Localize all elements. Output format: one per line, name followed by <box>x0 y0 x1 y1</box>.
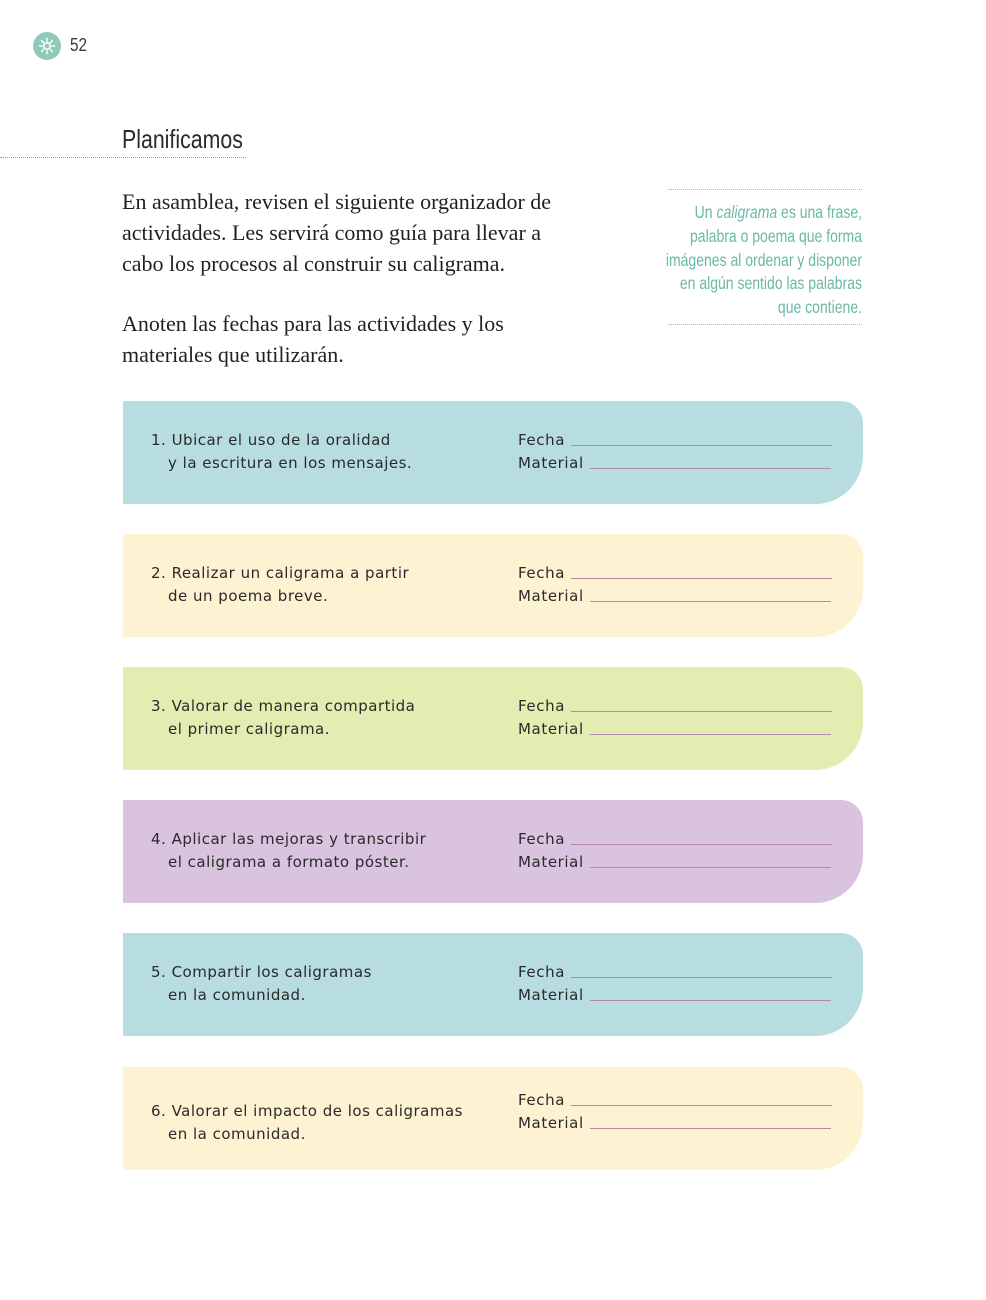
material-field-blank[interactable] <box>590 867 831 868</box>
activity-line: en la comunidad. <box>168 1125 306 1143</box>
activity-description <box>151 1100 481 1146</box>
activity-line: y la escritura en los mensajes. <box>168 454 413 472</box>
date-field-blank[interactable] <box>571 844 832 845</box>
activity-line: el primer caligrama. <box>168 720 331 738</box>
sun-flower-icon <box>37 36 57 56</box>
date-field-label: Fecha <box>518 830 565 848</box>
material-field-label: Material <box>518 720 584 738</box>
material-field-blank[interactable] <box>590 1128 831 1129</box>
page-badge-icon <box>33 32 61 60</box>
activity-description <box>151 562 481 608</box>
date-field-label: Fecha <box>518 564 565 582</box>
date-field-label: Fecha <box>518 1091 565 1109</box>
material-field[interactable] <box>518 452 831 472</box>
activity-card <box>123 933 863 1036</box>
activity-line: 2. Realizar un caligrama a partir <box>151 564 410 582</box>
activity-line: 1. Ubicar el uso de la oralidad <box>151 431 391 449</box>
date-field[interactable] <box>518 961 832 981</box>
activity-description <box>151 828 481 874</box>
date-field[interactable] <box>518 562 832 582</box>
material-field-blank[interactable] <box>590 601 831 602</box>
material-field-label: Material <box>518 454 584 472</box>
material-field-blank[interactable] <box>590 734 831 735</box>
material-field-label: Material <box>518 587 584 605</box>
definition-text: Un caligrama es una frase, palabra o poema que forma imágenes al ordenar y disponer en algún sentido las palabras que contiene. <box>665 202 862 318</box>
material-field-blank[interactable] <box>590 468 831 469</box>
activity-line: de un poema breve. <box>168 587 329 605</box>
intro-paragraph: En asamblea, revisen el siguiente organizador de actividades. Les servirá como guía para llevar a cabo los procesos al construir su caligrama. <box>122 189 552 276</box>
activity-card <box>123 800 863 903</box>
activity-line: en la comunidad. <box>168 986 306 1004</box>
date-field-blank[interactable] <box>571 1105 832 1106</box>
activity-line: el caligrama a formato póster. <box>168 853 410 871</box>
activity-card <box>123 667 863 770</box>
definition-term: caligrama <box>716 202 778 222</box>
activity-line: 3. Valorar de manera compartida <box>151 697 416 715</box>
date-field-blank[interactable] <box>571 445 832 446</box>
date-field-label: Fecha <box>518 963 565 981</box>
material-field[interactable] <box>518 1112 831 1132</box>
title-divider <box>0 157 246 158</box>
material-field-label: Material <box>518 853 584 871</box>
activity-line: 6. Valorar el impacto de los caligramas <box>151 1102 463 1120</box>
date-field-label: Fecha <box>518 697 565 715</box>
material-field-blank[interactable] <box>590 1000 831 1001</box>
date-field-label: Fecha <box>518 431 565 449</box>
page-number: 52 <box>70 35 88 55</box>
activity-description <box>151 961 481 1007</box>
section-title: Planificamos <box>122 124 243 154</box>
date-field-blank[interactable] <box>571 711 832 712</box>
date-field[interactable] <box>518 1089 832 1109</box>
activity-line: 5. Compartir los caligramas <box>151 963 372 981</box>
activity-line: 4. Aplicar las mejoras y transcribir <box>151 830 427 848</box>
date-field[interactable] <box>518 429 832 449</box>
material-field[interactable] <box>518 718 831 738</box>
activity-card <box>123 1067 863 1170</box>
material-field[interactable] <box>518 851 831 871</box>
activity-card <box>123 534 863 637</box>
instructions-paragraph: Anoten las fechas para las actividades y los materiales que utilizarán. <box>122 311 504 367</box>
material-field-label: Material <box>518 1114 584 1132</box>
definition-note <box>665 189 862 325</box>
date-field[interactable] <box>518 828 832 848</box>
date-field[interactable] <box>518 695 832 715</box>
material-field-label: Material <box>518 986 584 1004</box>
date-field-blank[interactable] <box>571 578 832 579</box>
activity-description <box>151 429 481 475</box>
activity-card <box>123 401 863 504</box>
activity-description <box>151 695 481 741</box>
date-field-blank[interactable] <box>571 977 832 978</box>
material-field[interactable] <box>518 984 831 1004</box>
material-field[interactable] <box>518 585 831 605</box>
